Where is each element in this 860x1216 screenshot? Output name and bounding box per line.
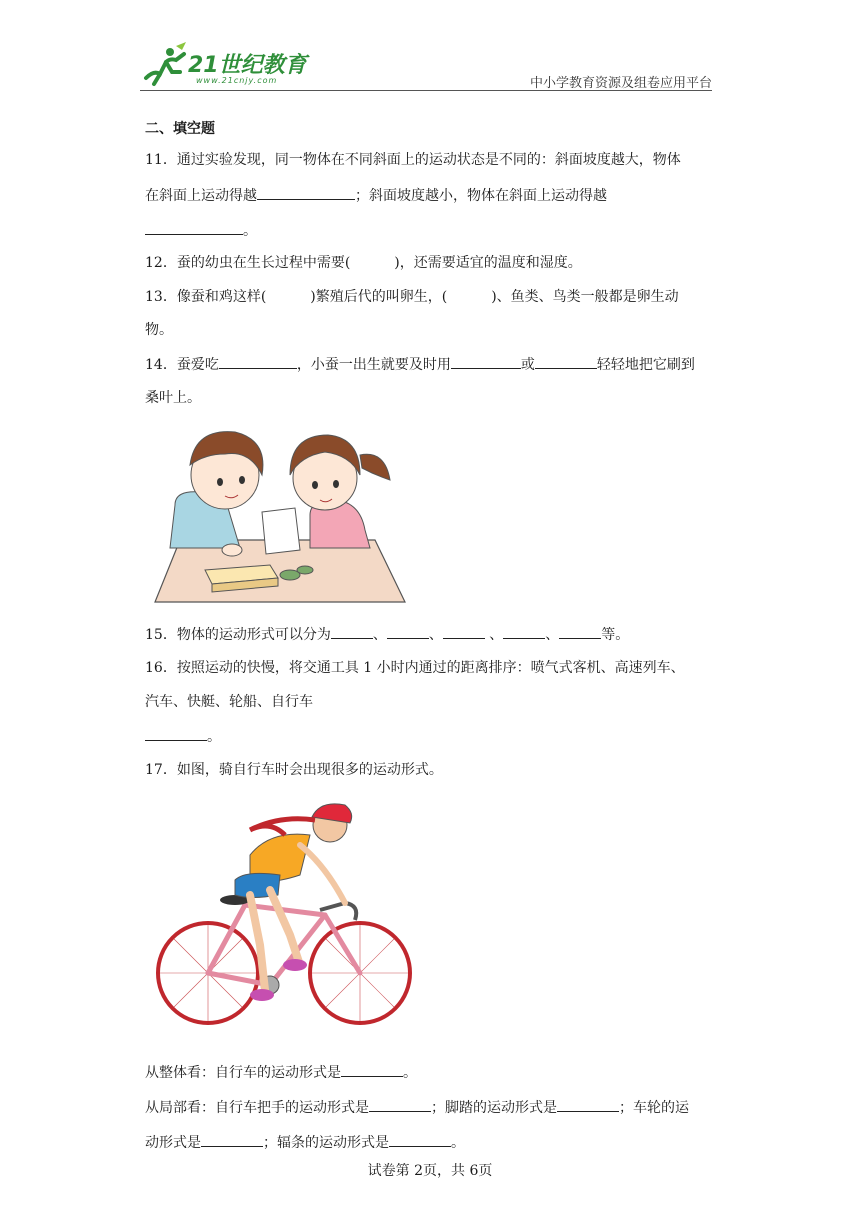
q16-line3 — [145, 726, 221, 747]
q14-text-c: 或 — [520, 357, 535, 373]
page-footer: 试卷第 2页，共 6页 — [367, 1163, 493, 1179]
q11-text-b: ；斜面坡度越小，物体在斜面上运动得越 — [355, 188, 607, 204]
runner-logo-icon — [140, 40, 190, 90]
q17-whole-text: 从整体看：自行车的运动形式是 — [145, 1065, 341, 1081]
q17-part-text-c: ；车轮的运 — [619, 1100, 689, 1116]
q12-text-b: )，还需要适宜的温度和湿度。 — [394, 255, 582, 271]
q11-blank-2[interactable] — [145, 220, 243, 235]
q13-text-c: )、鱼类、鸟类一般都是卵生动 — [491, 289, 679, 305]
q17-part2-end: 。 — [451, 1135, 465, 1151]
q15-end: 等。 — [601, 627, 630, 643]
cyclist-illustration — [150, 795, 420, 1040]
q11-line3 — [145, 220, 257, 241]
q14-blank-1[interactable] — [219, 354, 297, 369]
q11-blank-1[interactable] — [257, 185, 355, 200]
q14-blank-3[interactable] — [535, 354, 597, 369]
q17-part2-text-b: ；辐条的运动形式是 — [263, 1135, 389, 1151]
q17-blank-wheel[interactable] — [201, 1132, 263, 1147]
q17-part-text-a: 从局部看：自行车把手的运动形式是 — [145, 1100, 369, 1116]
q17-line1: 17．如图，骑自行车时会出现很多的运动形式。 — [145, 762, 443, 778]
q15-blank-4[interactable] — [503, 624, 545, 639]
q13-line1 — [145, 287, 679, 307]
platform-name: 中小学教育资源及组卷应用平台 — [529, 76, 712, 91]
q14-line2: 桑叶上。 — [145, 390, 201, 406]
q16-end: 。 — [207, 729, 221, 745]
q17-part-text-b: ；脚踏的运动形式是 — [431, 1100, 557, 1116]
q17-blank-spoke[interactable] — [389, 1132, 451, 1147]
logo — [140, 40, 310, 90]
q14-line1 — [145, 354, 695, 375]
q15-text-a: 15．物体的运动形式可以分为 — [145, 627, 331, 643]
q12-text-a: 12．蚕的幼虫在生长过程中需要( — [145, 255, 351, 271]
q14-text-a: 14．蚕爱吃 — [145, 357, 219, 373]
q17-blank-whole[interactable] — [341, 1062, 403, 1077]
q16-line2: 汽车、快艇、轮船、自行车 — [145, 694, 313, 710]
q17-whole-end: 。 — [403, 1065, 417, 1081]
q16-line1: 16．按照运动的快慢，将交通工具 1 小时内通过的距离排序：喷气式客机、高速列车、 — [145, 660, 685, 676]
q15-blank-5[interactable] — [559, 624, 601, 639]
section-title: 二、填空题 — [145, 121, 215, 137]
q13-line2: 物。 — [145, 322, 173, 338]
q17-whole-line — [145, 1062, 417, 1083]
header-divider — [140, 90, 712, 91]
q11-text-a: 在斜面上运动得越 — [145, 188, 257, 204]
q16-blank[interactable] — [145, 726, 207, 741]
q14-text-b: ，小蚕一出生就要及时用 — [296, 357, 451, 373]
q13-text-b: )繁殖后代的叫卵生，( — [310, 289, 448, 305]
logo-url: www.21cnjy.com — [196, 76, 278, 85]
q17-part-line1 — [145, 1097, 689, 1118]
q17-blank-pedal[interactable] — [557, 1097, 619, 1112]
q17-part2-text-a: 动形式是 — [145, 1135, 201, 1151]
q15-sep-1: 、 — [372, 627, 387, 643]
page-header — [140, 40, 712, 92]
q14-text-d: 轻轻地把它刷到 — [596, 357, 695, 373]
q11-line2 — [145, 185, 607, 206]
q17-part-line2 — [145, 1132, 465, 1153]
q15-blank-2[interactable] — [387, 624, 429, 639]
children-silkworm-illustration — [150, 420, 410, 605]
q11-end: 。 — [243, 223, 257, 239]
q11-line1: 11．通过实验发现，同一物体在不同斜面上的运动状态是不同的：斜面坡度越大，物体 — [145, 152, 681, 168]
q15-blank-3[interactable] — [443, 624, 485, 639]
q12-line — [145, 253, 582, 273]
q15-blank-1[interactable] — [331, 624, 373, 639]
q13-text-a: 13．像蚕和鸡这样( — [145, 289, 267, 305]
q15-sep-2: 、 — [428, 627, 443, 643]
q17-blank-handlebar[interactable] — [369, 1097, 431, 1112]
q15-line — [145, 624, 629, 645]
q14-blank-2[interactable] — [451, 354, 521, 369]
logo-text: 21世纪教育 — [188, 53, 307, 78]
q15-sep-4: 、 — [545, 627, 560, 643]
q15-sep-3: 、 — [484, 627, 504, 643]
